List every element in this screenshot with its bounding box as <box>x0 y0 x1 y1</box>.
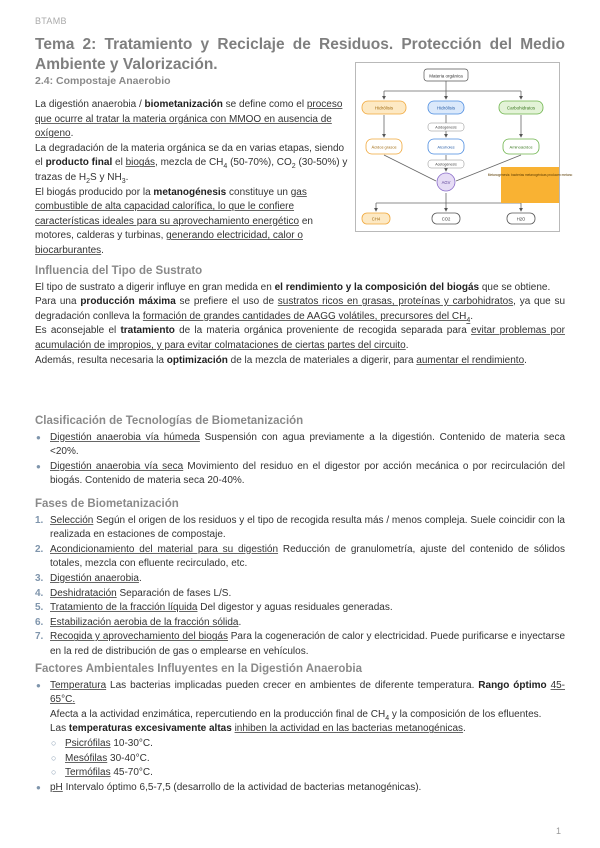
section-heading-fases: Fases de Biometanización <box>35 498 179 510</box>
temperatura-detail-1: Afecta a la actividad enzimática, repercutiendo en la producción final de $CH_4$ y la composición de los efluentes. <box>50 708 542 722</box>
diagram-middle-label: Hidrólisis <box>436 105 456 111</box>
section-fases <box>35 497 565 660</box>
diagram-ace-label: Acetogénesis <box>435 162 457 167</box>
anaerobic-digestion-diagram <box>355 62 573 232</box>
section-subtitle: 2.4: Compostaje Anaerobio <box>35 75 171 87</box>
sustrato-paragraph-4: Además, resulta necesaria la optimización de la mezcla de materiales a digerir, para aumentar el rendimiento. <box>35 354 527 366</box>
sustrato-paragraph-3: Es aconsejable el tratamiento de la materia orgánica proveniente de recogida separada para evitar problemas por acumulación de impropios, y para evitar colmataciones de ciertas partes del circuito. <box>35 325 565 351</box>
diagram-acid-label: Acidogénesis <box>435 125 457 130</box>
list-item: 1. Selección Según el origen de los residuos y el tipo de recogida resulta más / menos compleja. Suele coincidir con la realizada en estaciones de compostaje. <box>35 514 565 541</box>
section-heading-sustrato: Influencia del Tipo de Sustrato <box>35 265 203 277</box>
list-item-temperatura: ● Temperatura Las bacterias implicadas pueden crecer en ambientes de diferente temperatura. Rango óptimo 45-65°C. Afecta a la actividad enzimática, repercutiendo en la producción final de $CH_4$ y la composición de los efluentes. Las temperaturas excesivamente altas inhiben la actividad en las bacterias metanogénicas. ○ Psicrófilas 10-30°C. ○ Mesófilas 30-40°C. ○ Termófilas 45-70°C. <box>35 679 565 781</box>
section-sustrato <box>35 264 565 368</box>
diagram-mid-left-label: Ácidos grasos <box>371 144 397 150</box>
fases-list <box>35 514 565 660</box>
sublist-item: ○ Psicrófilas 10-30°C. <box>50 737 565 752</box>
list-item: ● Digestión anaerobia vía seca Movimiento del residuo en el digestor por acción mecánica o por recirculación del biogás. Contenido de materia seca 20-40%. <box>35 460 565 489</box>
list-item: 2. Acondicionamiento del material para su digestión Reducción de granulometría, ajuste del contenido de sólidos totales, mezcla con efluente recirculado, etc. <box>35 543 565 570</box>
section-heading-clasificacion: Clasificación de Tecnologías de Biometanización <box>35 415 304 427</box>
intro-text <box>35 98 348 259</box>
sustrato-paragraph-2: Para una producción máxima se prefiere el uso de sustratos ricos en grasas, proteínas y carbohidratos, ya que su degradación conlleva la formación de grandes cantidades de AAGG volátiles, precursores del $CH_4$. <box>35 296 566 324</box>
diagram-mid-right-label: Aminoácidos <box>509 144 533 150</box>
temperatura-sublist <box>50 737 565 781</box>
page-title: Tema 2: Tratamiento y Reciclaje de Residuos. Protección del Medio Ambiente y Valorización. <box>35 36 565 73</box>
clasificacion-list <box>35 431 565 489</box>
page-number: 1 <box>556 826 562 836</box>
intro-paragraph-2: La degradación de la materia orgánica se da en varias etapas, siendo el producto final el biogás, mezcla de $CH_4$ (50-70%), $CO_2$ (30-50%) y trazas de $H_2S$ y $NH_3$. <box>35 142 348 185</box>
sublist-item: ○ Termófilas 45-70°C. <box>50 766 565 781</box>
diagram-center-node: AGV <box>441 180 451 185</box>
list-item: 7. Recogida y aprovechamiento del biogás Para la cogeneración de calor y electricidad. Puede purificarse e inyectarse en la red de distribución de gas o emplearse en vehículos. <box>35 631 566 657</box>
sublist-item: ○ Mesófilas 30-40°C. <box>50 752 565 767</box>
list-item: 3. Digestión anaerobia. <box>35 572 142 584</box>
section-factores <box>35 662 565 795</box>
temperatura-detail-2: Las temperaturas excesivamente altas inhiben la actividad en las bacterias metanogénicas. <box>50 723 466 735</box>
diagram-bottom-left: CH4 <box>371 216 381 222</box>
diagram-right-label: Carbohidratos <box>506 105 536 111</box>
section-clasificacion <box>35 414 565 489</box>
diagram-left-label: Hidrólisis <box>374 105 394 111</box>
diagram-note: Metanogénesis: bacterias metanogénicas producen metano <box>487 173 573 177</box>
diagram-mid-center-label: Alcoholes <box>437 144 455 150</box>
diagram-bottom-right: H2O <box>516 216 526 222</box>
page-header: BTAMB <box>35 16 67 26</box>
intro-paragraph-1: La digestión anaerobia / biometanización se define como el proceso que ocurre al tratar la materia orgánica con MMOO en ausencia de oxígeno. <box>35 99 343 140</box>
list-item: 5. Tratamiento de la fracción líquida Del digestor y aguas residuales generadas. <box>35 602 393 614</box>
list-item: ● Digestión anaerobia vía húmeda Suspensión con agua previamente a la digestión. Contenido de materia seca <20%. <box>35 431 565 460</box>
section-heading-factores: Factores Ambientales Influyentes en la Digestión Anaerobia <box>35 663 362 675</box>
diagram-top-label: Materia orgánica <box>429 73 463 79</box>
list-item: 4. Deshidratación Separación de fases L/S. <box>35 587 232 599</box>
factores-list <box>35 679 565 796</box>
diagram-bottom-center: CO2 <box>441 216 451 222</box>
list-item-ph: ● pH Intervalo óptimo 6,5-7,5 (desarrollo de la actividad de bacterias metanogénicas). <box>35 781 565 796</box>
list-item: 6. Estabilización aerobia de la fracción sólida. <box>35 616 242 628</box>
sustrato-paragraph-1: El tipo de sustrato a digerir influye en gran medida en el rendimiento y la composición del biogás que se obtiene. <box>35 281 551 293</box>
intro-paragraph-3: El biogás producido por la metanogénesis constituye un gas combustible de alta capacidad calorífica, lo que le confiere características ideales para su aprovechamiento energético en motores, calderas y turbinas, generando electricidad, calor o biocarburantes. <box>35 186 313 256</box>
